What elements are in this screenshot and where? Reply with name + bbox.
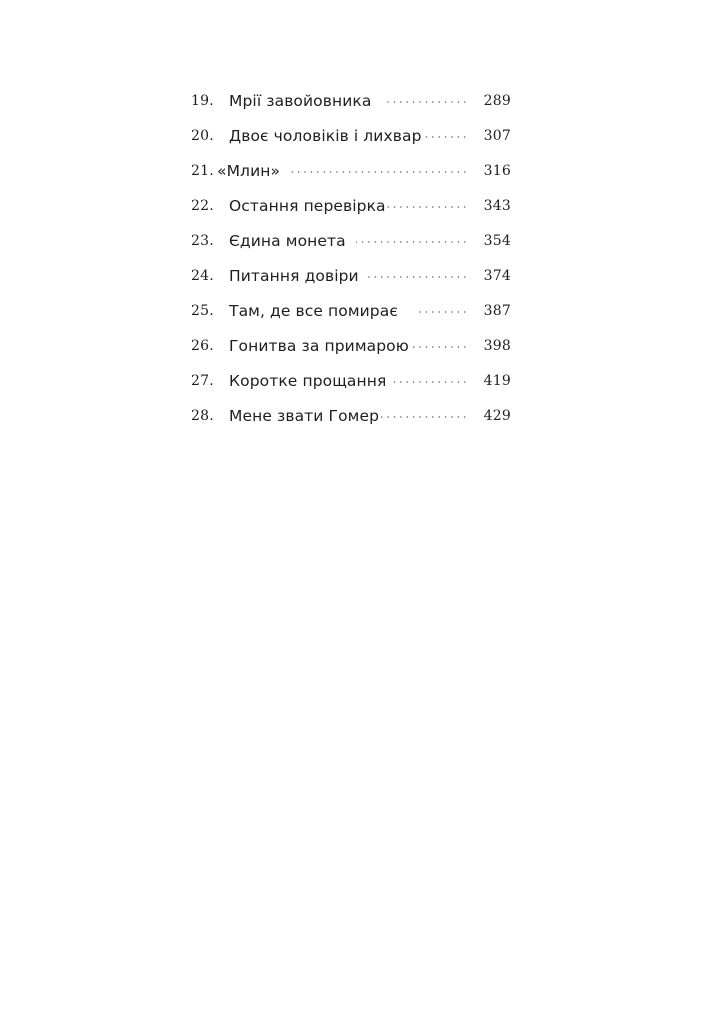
page-number: 316 (483, 163, 511, 179)
page-number: 354 (483, 233, 511, 249)
chapter-number: 22. (191, 198, 214, 214)
chapter-title: Мене звати Гомер (229, 407, 380, 425)
chapter-title: Коротке прощання (229, 372, 387, 390)
toc-entry-25[interactable] (191, 294, 511, 329)
page-number: 374 (483, 268, 511, 284)
toc-entry-23[interactable] (191, 224, 511, 259)
chapter-number: 26. (191, 338, 214, 354)
dot-leader (366, 276, 468, 278)
chapter-title: «Млин» (217, 162, 281, 180)
page-number: 343 (483, 198, 511, 214)
dot-leader (288, 171, 468, 173)
toc-entry-22[interactable] (191, 189, 511, 224)
chapter-title: Мрії завойовника (229, 92, 372, 110)
toc-entry-27[interactable] (191, 364, 511, 399)
toc-entry-21[interactable] (191, 154, 511, 189)
page-number: 289 (483, 93, 511, 109)
chapter-number: 23. (191, 233, 214, 249)
page-number: 387 (483, 303, 511, 319)
dot-leader (392, 381, 468, 383)
chapter-title: Двоє чоловіків і лихвар (229, 127, 422, 145)
chapter-title: Питання довіри (229, 267, 359, 285)
page-number: 429 (483, 408, 511, 424)
chapter-number: 21. (191, 163, 214, 179)
dot-leader (418, 311, 468, 313)
dot-leader (380, 416, 468, 418)
chapter-title: Єдина монета (229, 232, 346, 250)
dot-leader (424, 136, 468, 138)
chapter-title: Там, де все помирає (229, 302, 398, 320)
dot-leader (384, 101, 468, 103)
chapter-number: 25. (191, 303, 214, 319)
dot-leader (412, 346, 468, 348)
toc-entry-28[interactable] (191, 399, 511, 434)
chapter-number: 19. (191, 93, 214, 109)
chapter-title: Гонитва за примарою (229, 337, 409, 355)
chapter-number: 27. (191, 373, 214, 389)
page-number: 307 (483, 128, 511, 144)
toc-entry-26[interactable] (191, 329, 511, 364)
toc-entry-19[interactable] (191, 84, 511, 119)
table-of-contents (191, 84, 511, 434)
page-number: 398 (483, 338, 511, 354)
toc-entry-20[interactable] (191, 119, 511, 154)
chapter-number: 28. (191, 408, 214, 424)
dot-leader (386, 206, 468, 208)
chapter-number: 20. (191, 128, 214, 144)
toc-entry-24[interactable] (191, 259, 511, 294)
chapter-number: 24. (191, 268, 214, 284)
dot-leader (356, 241, 468, 243)
page-number: 419 (483, 373, 511, 389)
chapter-title: Остання перевірка (229, 197, 386, 215)
